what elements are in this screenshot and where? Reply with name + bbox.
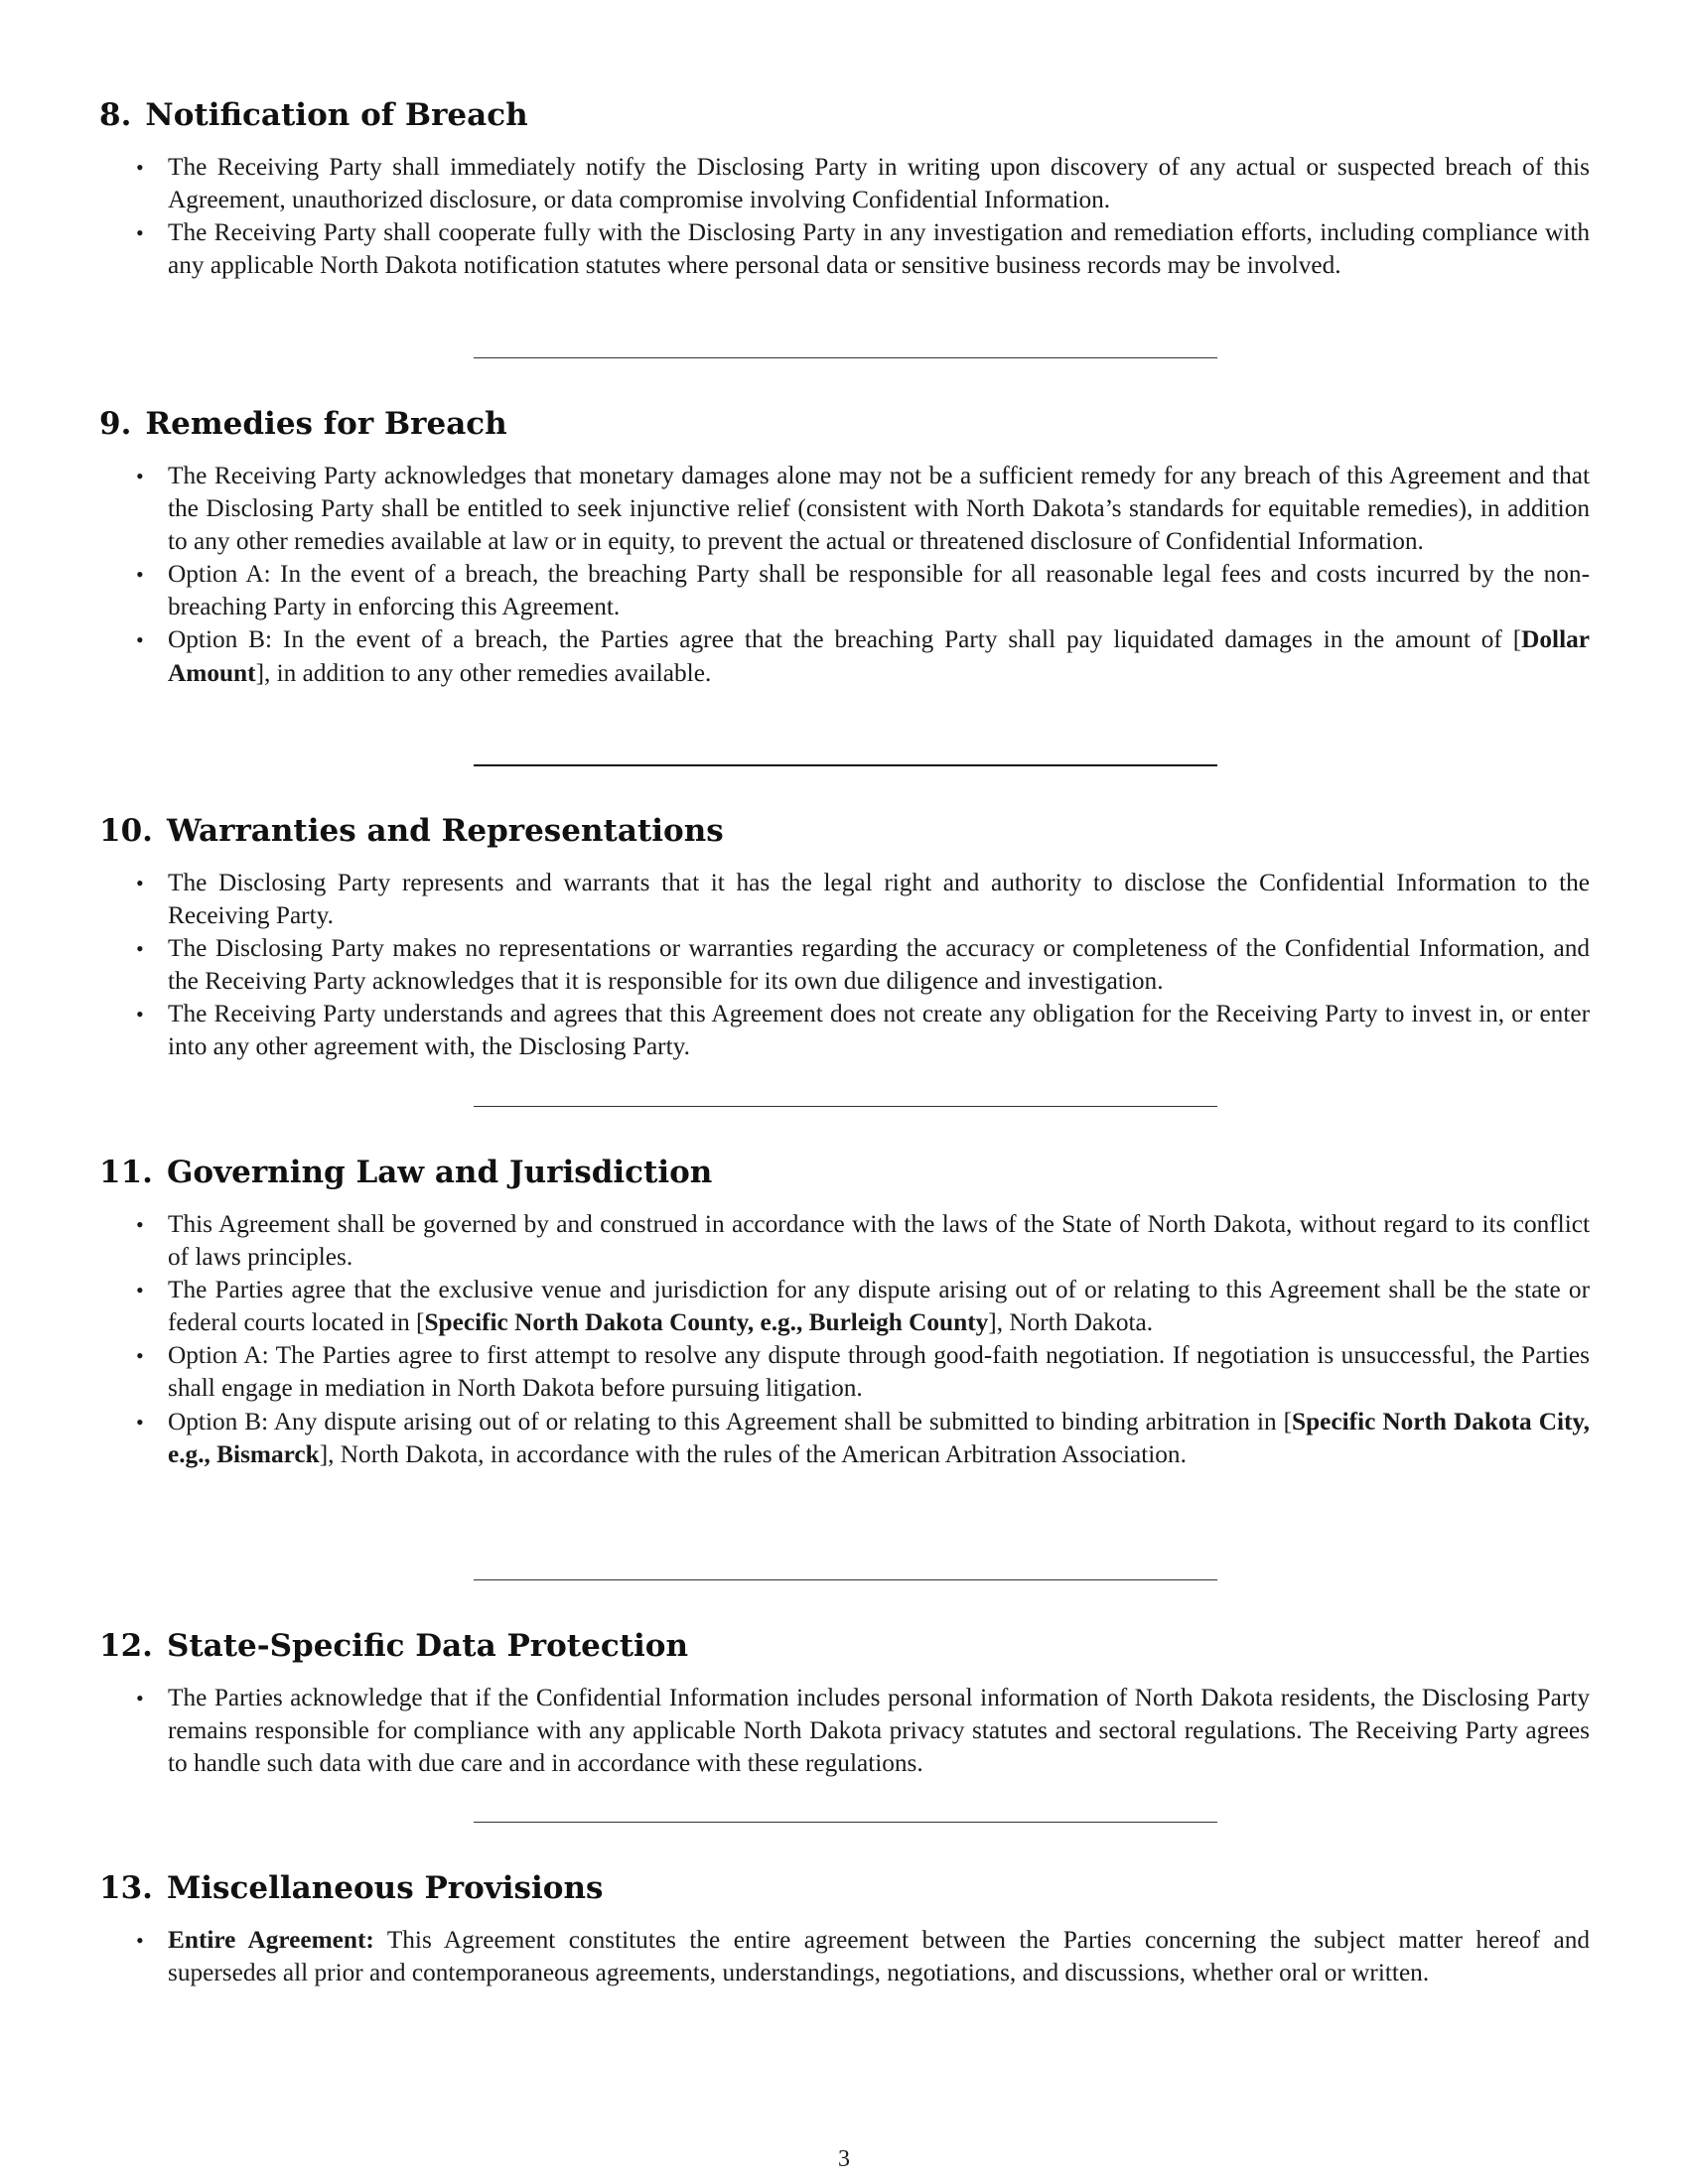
- list-item: [99, 1339, 1590, 1405]
- item-text: Option B: In the event of a breach, the Parties agree that the breaching Party shall pay liquidated damages in the amount of [: [168, 625, 1522, 654]
- list-item: [99, 867, 1590, 932]
- section-heading: [99, 1628, 688, 1664]
- list-item: [99, 216, 1590, 282]
- section-heading: [99, 813, 724, 849]
- section-divider: [474, 1106, 1217, 1107]
- bullet-list: [99, 1208, 1590, 1471]
- page-number: 3: [838, 2146, 850, 2172]
- item-text: The Receiving Party understands and agrees that this Agreement does not create any obligation for the Receiving Party to invest in, or enter into any other agreement with, the Disclosing Party.: [168, 1000, 1590, 1061]
- bold-placeholder-text: Entire Agreement:: [168, 1926, 374, 1954]
- section-divider: [474, 357, 1217, 358]
- list-item: [99, 1274, 1590, 1339]
- bullet-icon: •: [136, 1278, 144, 1303]
- item-text: ], North Dakota, in accordance with the rules of the American Arbitration Association.: [319, 1439, 1187, 1468]
- bullet-icon: •: [136, 1409, 144, 1434]
- bullet-list: [99, 867, 1590, 1064]
- bullet-icon: •: [136, 1343, 144, 1369]
- item-text: Option B: Any dispute arising out of or relating to this Agreement shall be submitted to binding arbitration in [: [168, 1407, 1293, 1435]
- bullet-list: [99, 460, 1590, 690]
- bullet-icon: •: [136, 562, 144, 588]
- item-text: The Disclosing Party represents and warrants that it has the legal right and authority to disclose the Confidential Information to the Receiving Party.: [168, 869, 1590, 930]
- section-number: 13.: [99, 1870, 153, 1906]
- list-item: [99, 460, 1590, 558]
- item-text: This Agreement shall be governed by and construed in accordance with the laws of the State of North Dakota, without regard to its conflict of laws principles.: [168, 1210, 1590, 1272]
- bullet-icon: •: [136, 1686, 144, 1710]
- section-divider: [474, 1822, 1217, 1823]
- bullet-icon: •: [136, 627, 144, 653]
- section-heading: [99, 1155, 712, 1190]
- bullet-icon: •: [136, 155, 144, 180]
- bullet-icon: •: [136, 1928, 144, 1953]
- section-number: 10.: [99, 813, 153, 849]
- list-item: [99, 558, 1590, 623]
- list-item: [99, 1682, 1590, 1780]
- bullet-icon: •: [136, 871, 144, 895]
- section-title: Remedies for Breach: [145, 406, 507, 442]
- list-item: [99, 1406, 1590, 1471]
- bullet-icon: •: [136, 936, 144, 962]
- item-text: The Disclosing Party makes no representations or warranties regarding the accuracy or completeness of the Confidential Information, and the Receiving Party acknowledges that it is responsible for its own due diligence and investigation.: [168, 934, 1590, 996]
- bullet-icon: •: [136, 1212, 144, 1237]
- item-text: The Receiving Party acknowledges that monetary damages alone may not be a sufficient remedy for any breach of this Agreement and that the Disclosing Party shall be entitled to seek injunctive relief (consistent with North Dakota’s standards for equitable remedies), in addition to any other remedies available at law or in equity, to prevent the actual or threatened disclosure of Confidential Information.: [168, 462, 1590, 556]
- list-item: [99, 151, 1590, 216]
- bullet-list: [99, 1682, 1590, 1780]
- item-text: ], North Dakota.: [988, 1308, 1154, 1337]
- list-item: [99, 932, 1590, 998]
- item-text: ], in addition to any other remedies available.: [255, 658, 712, 687]
- item-text: The Receiving Party shall immediately notify the Disclosing Party in writing upon discovery of any actual or suspected breach of this Agreement, unauthorized disclosure, or data compromise involving Confidential Information.: [168, 153, 1590, 214]
- item-text: Option A: In the event of a breach, the breaching Party shall be responsible for all reasonable legal fees and costs incurred by the non-breaching Party in enforcing this Agreement.: [168, 560, 1590, 621]
- list-item: [99, 623, 1590, 689]
- section-number: 11.: [99, 1155, 153, 1190]
- section-number: 8.: [99, 97, 132, 133]
- list-item: [99, 1924, 1590, 1989]
- bullet-list: [99, 151, 1590, 282]
- section-title: Notification of Breach: [145, 97, 528, 133]
- bullet-icon: •: [136, 1002, 144, 1027]
- section-heading: [99, 97, 528, 133]
- list-item: [99, 998, 1590, 1063]
- item-text: The Parties agree that the exclusive venue and jurisdiction for any dispute arising out of or relating to this Agreement shall be the state or federal courts located in [: [168, 1276, 1590, 1337]
- section-title: Warranties and Representations: [166, 813, 724, 849]
- bold-placeholder-text: Dollar Amount: [168, 625, 1590, 687]
- bullet-icon: •: [136, 464, 144, 488]
- section-number: 12.: [99, 1628, 153, 1664]
- section-divider: [474, 764, 1217, 766]
- section-title: Miscellaneous Provisions: [166, 1870, 604, 1906]
- item-text: Option A: The Parties agree to first attempt to resolve any dispute through good-faith negotiation. If negotiation is unsuccessful, the Parties shall engage in mediation in North Dakota before pursuing litigation.: [168, 1341, 1590, 1403]
- section-heading: [99, 406, 507, 442]
- bold-placeholder-text: Specific North Dakota City, e.g., Bismarck: [168, 1407, 1590, 1468]
- section-heading: [99, 1870, 603, 1906]
- item-text: The Parties acknowledge that if the Confidential Information includes personal information of North Dakota residents, the Disclosing Party remains responsible for compliance with any applicable North Dakota privacy statutes and sectoral regulations. The Receiving Party agrees to handle such data with due care and in accordance with these regulations.: [168, 1684, 1590, 1778]
- section-title: Governing Law and Jurisdiction: [166, 1155, 713, 1190]
- bullet-list: [99, 1924, 1590, 1989]
- section-divider: [474, 1579, 1217, 1580]
- bullet-icon: •: [136, 220, 144, 246]
- section-number: 9.: [99, 406, 132, 442]
- bold-placeholder-text: Specific North Dakota County, e.g., Burleigh County: [424, 1308, 989, 1337]
- item-text: This Agreement constitutes the entire agreement between the Parties concerning the subject matter hereof and supersedes all prior and contemporaneous agreements, understandings, negotiations, and discussions, whether oral or written.: [168, 1926, 1590, 1987]
- section-title: State-Specific Data Protection: [166, 1628, 688, 1664]
- list-item: [99, 1208, 1590, 1274]
- item-text: The Receiving Party shall cooperate fully with the Disclosing Party in any investigation and remediation efforts, including compliance with any applicable North Dakota notification statutes where personal data or sensitive business records may be involved.: [168, 218, 1590, 280]
